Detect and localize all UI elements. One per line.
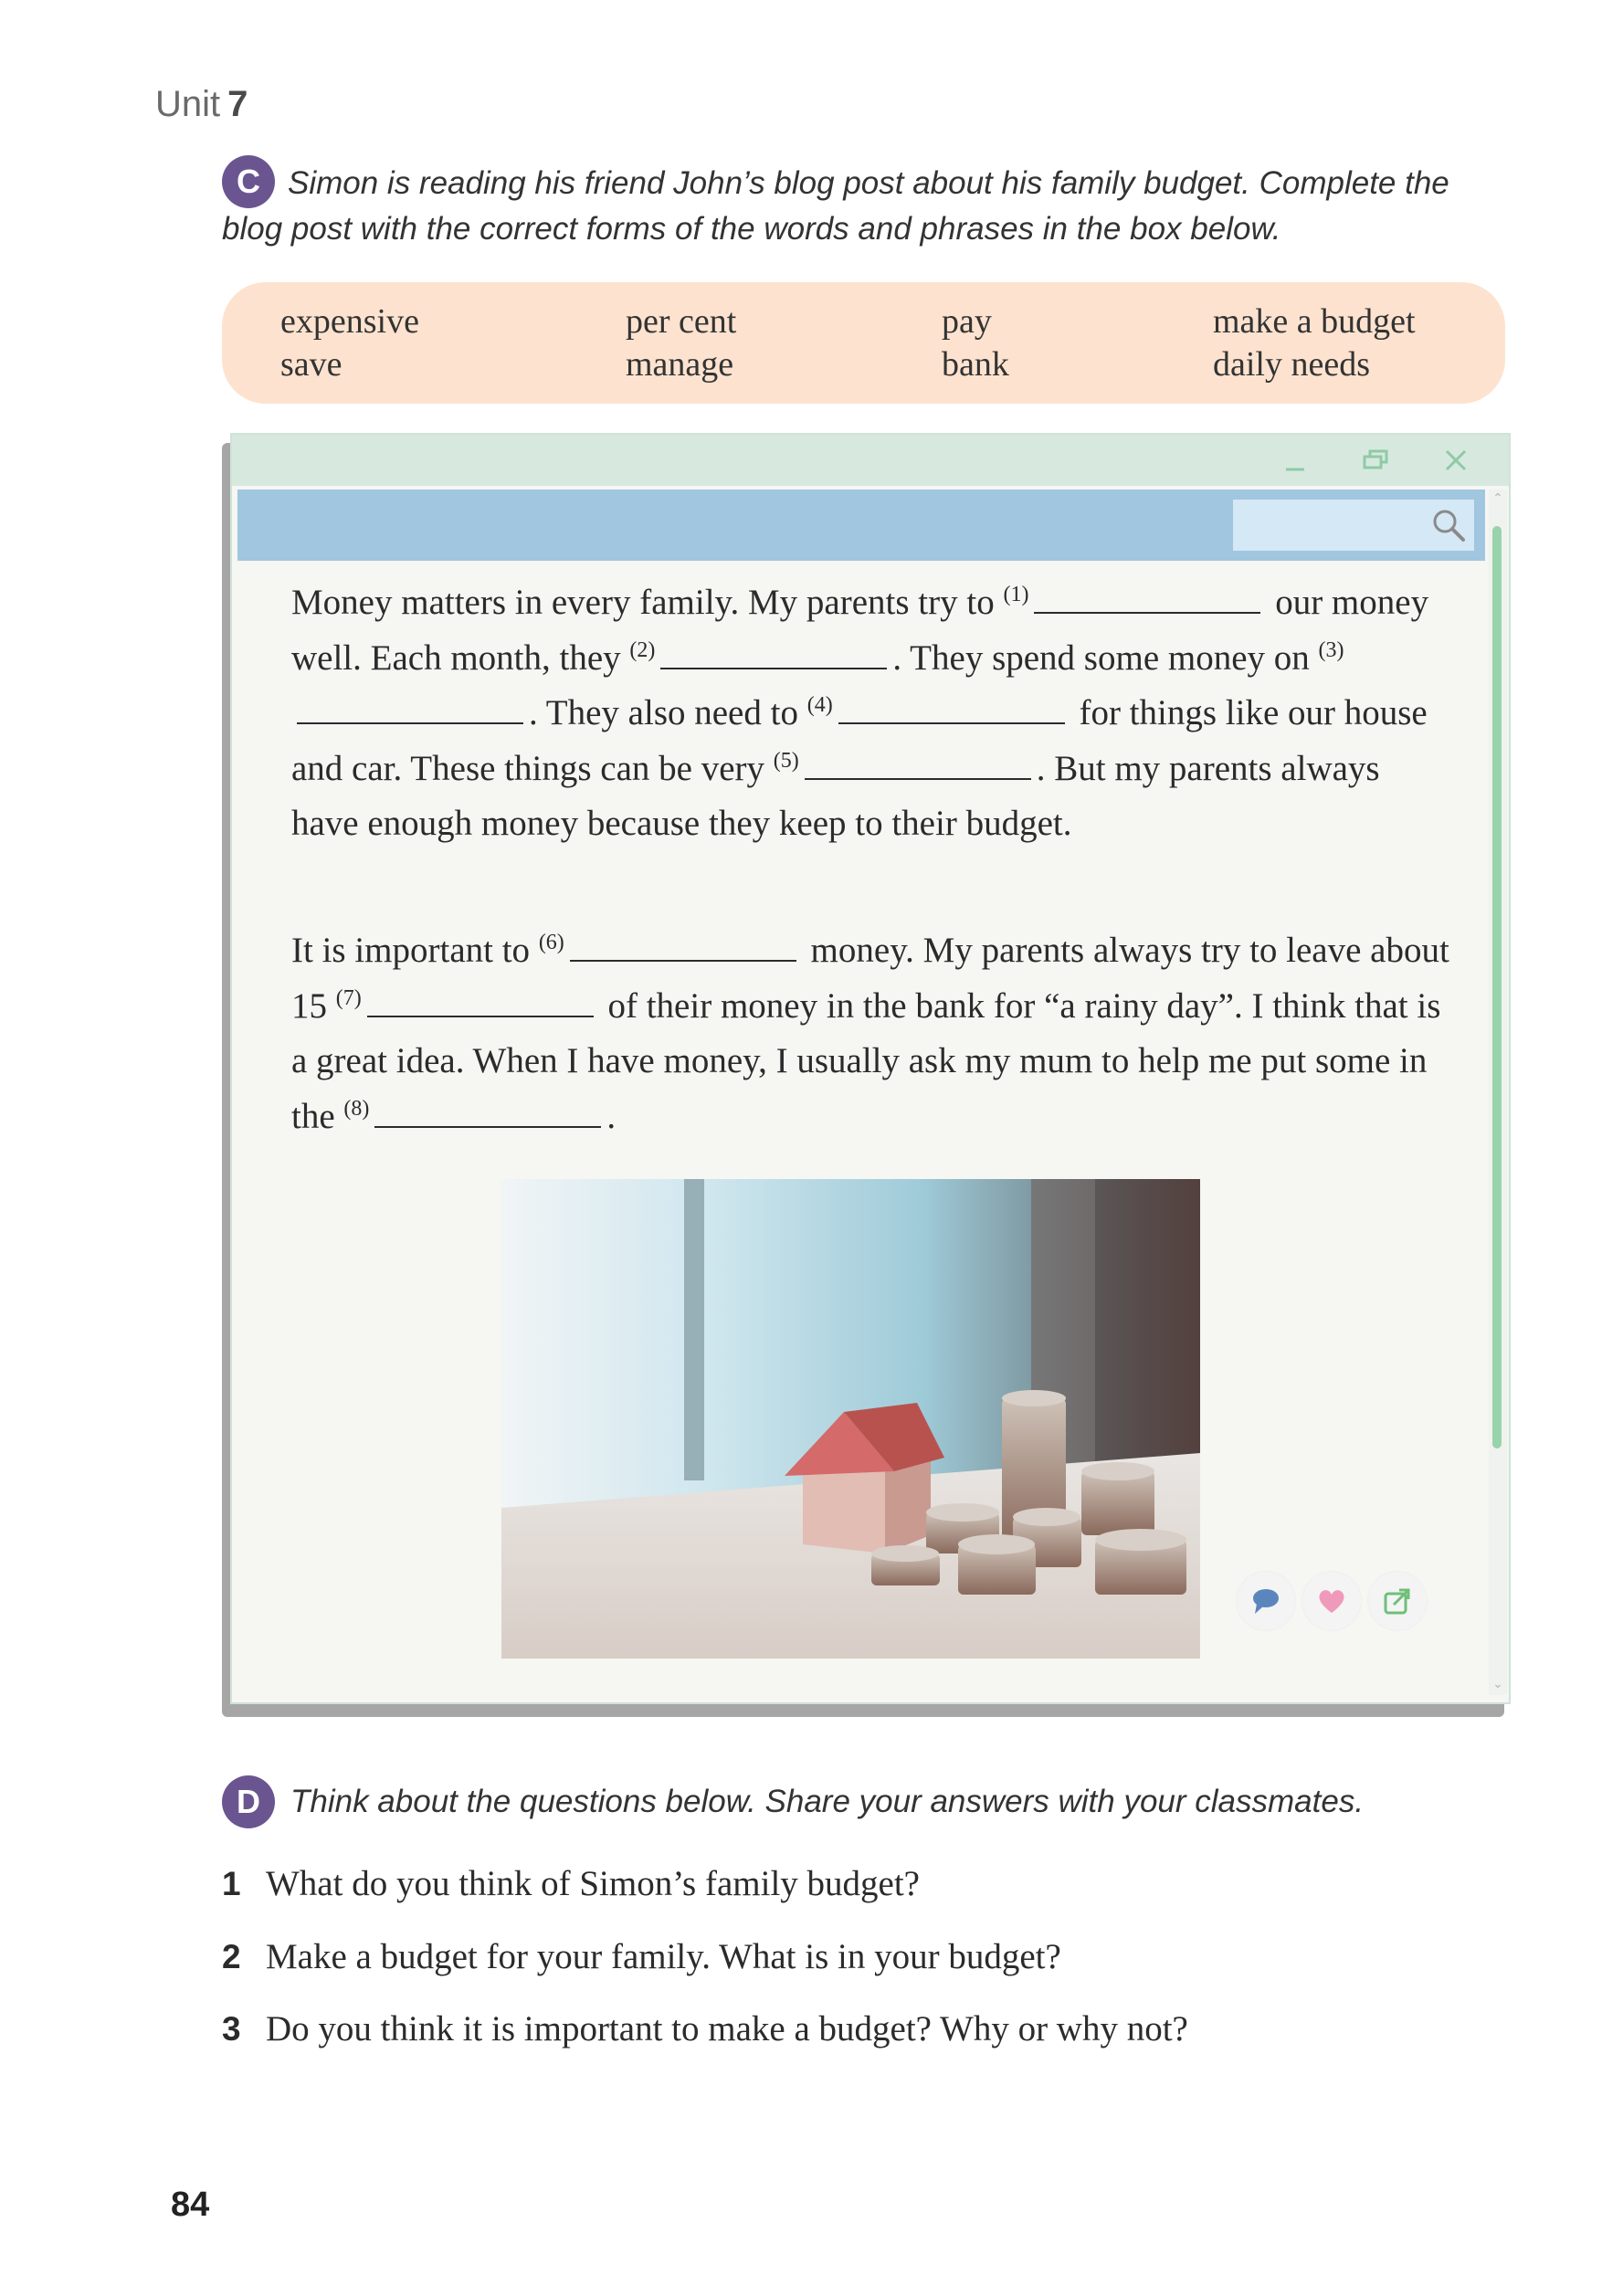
unit-header xyxy=(155,84,248,125)
word-item: bank xyxy=(942,345,1009,384)
answer-blank-5[interactable] xyxy=(805,745,1031,780)
browser-titlebar xyxy=(232,435,1509,486)
word-item: daily needs xyxy=(1213,345,1371,384)
answer-blank-8[interactable] xyxy=(374,1093,601,1128)
question-text: What do you think of Simon’s family budget? xyxy=(266,1864,920,1903)
search-input[interactable] xyxy=(1233,500,1474,551)
heart-icon[interactable] xyxy=(1302,1572,1361,1630)
search-icon[interactable] xyxy=(1430,507,1467,543)
section-d-badge: D xyxy=(222,1775,275,1828)
unit-label: Unit xyxy=(155,84,221,124)
question-item xyxy=(222,1863,920,1904)
blank-number: (6) xyxy=(538,931,564,954)
word-item: per cent xyxy=(626,302,737,341)
blank-number: (2) xyxy=(629,637,656,662)
word-item: make a budget xyxy=(1213,302,1416,341)
blog-paragraph-1 xyxy=(291,575,1451,852)
blog-text: money. My parents always try to leave about 15 xyxy=(291,931,1449,1026)
section-c-instruction-line1: Simon is reading his friend John’s blog post about his family budget. Complete the xyxy=(288,165,1449,201)
blog-text: our money well. Each month, they xyxy=(291,583,1429,678)
question-number: 2 xyxy=(222,1938,241,1975)
word-column-4 xyxy=(1213,300,1416,386)
blog-text: Money matters in every family. My parents try to xyxy=(291,583,1004,622)
blog-text: It is important to xyxy=(291,931,539,970)
question-text: Do you think it is important to make a budget? Why or why not? xyxy=(266,2009,1188,2048)
blog-paragraph-2 xyxy=(291,923,1451,1144)
scroll-up-icon[interactable]: ⌃ xyxy=(1492,491,1503,506)
house-and-coins-photo xyxy=(501,1179,1200,1659)
question-item xyxy=(222,2008,1188,2049)
blog-text: . But my parents always have enough money because they keep to their budget. xyxy=(291,748,1380,843)
blog-text: for things like our house and car. These things can be very xyxy=(291,693,1428,788)
restore-icon[interactable] xyxy=(1354,438,1397,482)
blog-text: . They spend some money on xyxy=(892,637,1319,678)
answer-blank-7[interactable] xyxy=(367,983,594,1017)
answer-blank-3[interactable] xyxy=(297,690,523,724)
page-number: 84 xyxy=(171,2185,210,2224)
unit-number: 7 xyxy=(227,84,248,124)
section-d-instruction: Think about the questions below. Share your answers with your classmates. xyxy=(290,1784,1365,1819)
question-number: 3 xyxy=(222,2010,241,2048)
word-item: expensive xyxy=(280,302,419,341)
word-column-1 xyxy=(280,300,419,386)
question-text: Make a budget for your family. What is in your budget? xyxy=(266,1937,1061,1976)
word-item: pay xyxy=(942,302,992,341)
minimize-icon[interactable] xyxy=(1273,438,1317,482)
comment-icon[interactable] xyxy=(1237,1572,1295,1630)
word-item: save xyxy=(280,345,343,384)
section-c-badge: C xyxy=(222,155,275,208)
blog-browser-window xyxy=(230,433,1511,1704)
scroll-down-icon[interactable]: ⌄ xyxy=(1492,1677,1503,1691)
blank-number: (7) xyxy=(335,985,362,1010)
answer-blank-2[interactable] xyxy=(660,635,887,669)
close-icon[interactable] xyxy=(1434,438,1478,482)
browser-address-bar xyxy=(237,490,1485,561)
blank-number: (8) xyxy=(343,1096,370,1121)
word-column-3 xyxy=(942,300,1009,386)
blog-text: . They also need to xyxy=(529,693,807,732)
scrollbar-thumb[interactable] xyxy=(1492,526,1502,1448)
scrollbar[interactable] xyxy=(1489,490,1507,1695)
word-column-2 xyxy=(626,300,736,386)
answer-blank-4[interactable] xyxy=(838,690,1065,724)
blog-text: . xyxy=(606,1096,617,1136)
blank-number: (5) xyxy=(773,748,799,773)
section-c-instruction-line2: blog post with the correct forms of the words and phrases in the box below. xyxy=(222,211,1281,247)
blog-text: of their money in the bank for “a rainy day”. I think that is a great idea. When I have money, I usually ask my mum to help me put some in the xyxy=(291,985,1441,1136)
answer-blank-1[interactable] xyxy=(1034,579,1260,614)
blank-number: (1) xyxy=(1003,583,1029,606)
word-item: manage xyxy=(626,345,734,384)
question-item xyxy=(222,1936,1061,1977)
answer-blank-6[interactable] xyxy=(570,927,796,962)
word-box xyxy=(222,282,1505,404)
question-number: 1 xyxy=(222,1865,241,1902)
blank-number: (3) xyxy=(1318,637,1344,662)
blank-number: (4) xyxy=(806,693,833,717)
share-icon[interactable] xyxy=(1368,1572,1427,1630)
